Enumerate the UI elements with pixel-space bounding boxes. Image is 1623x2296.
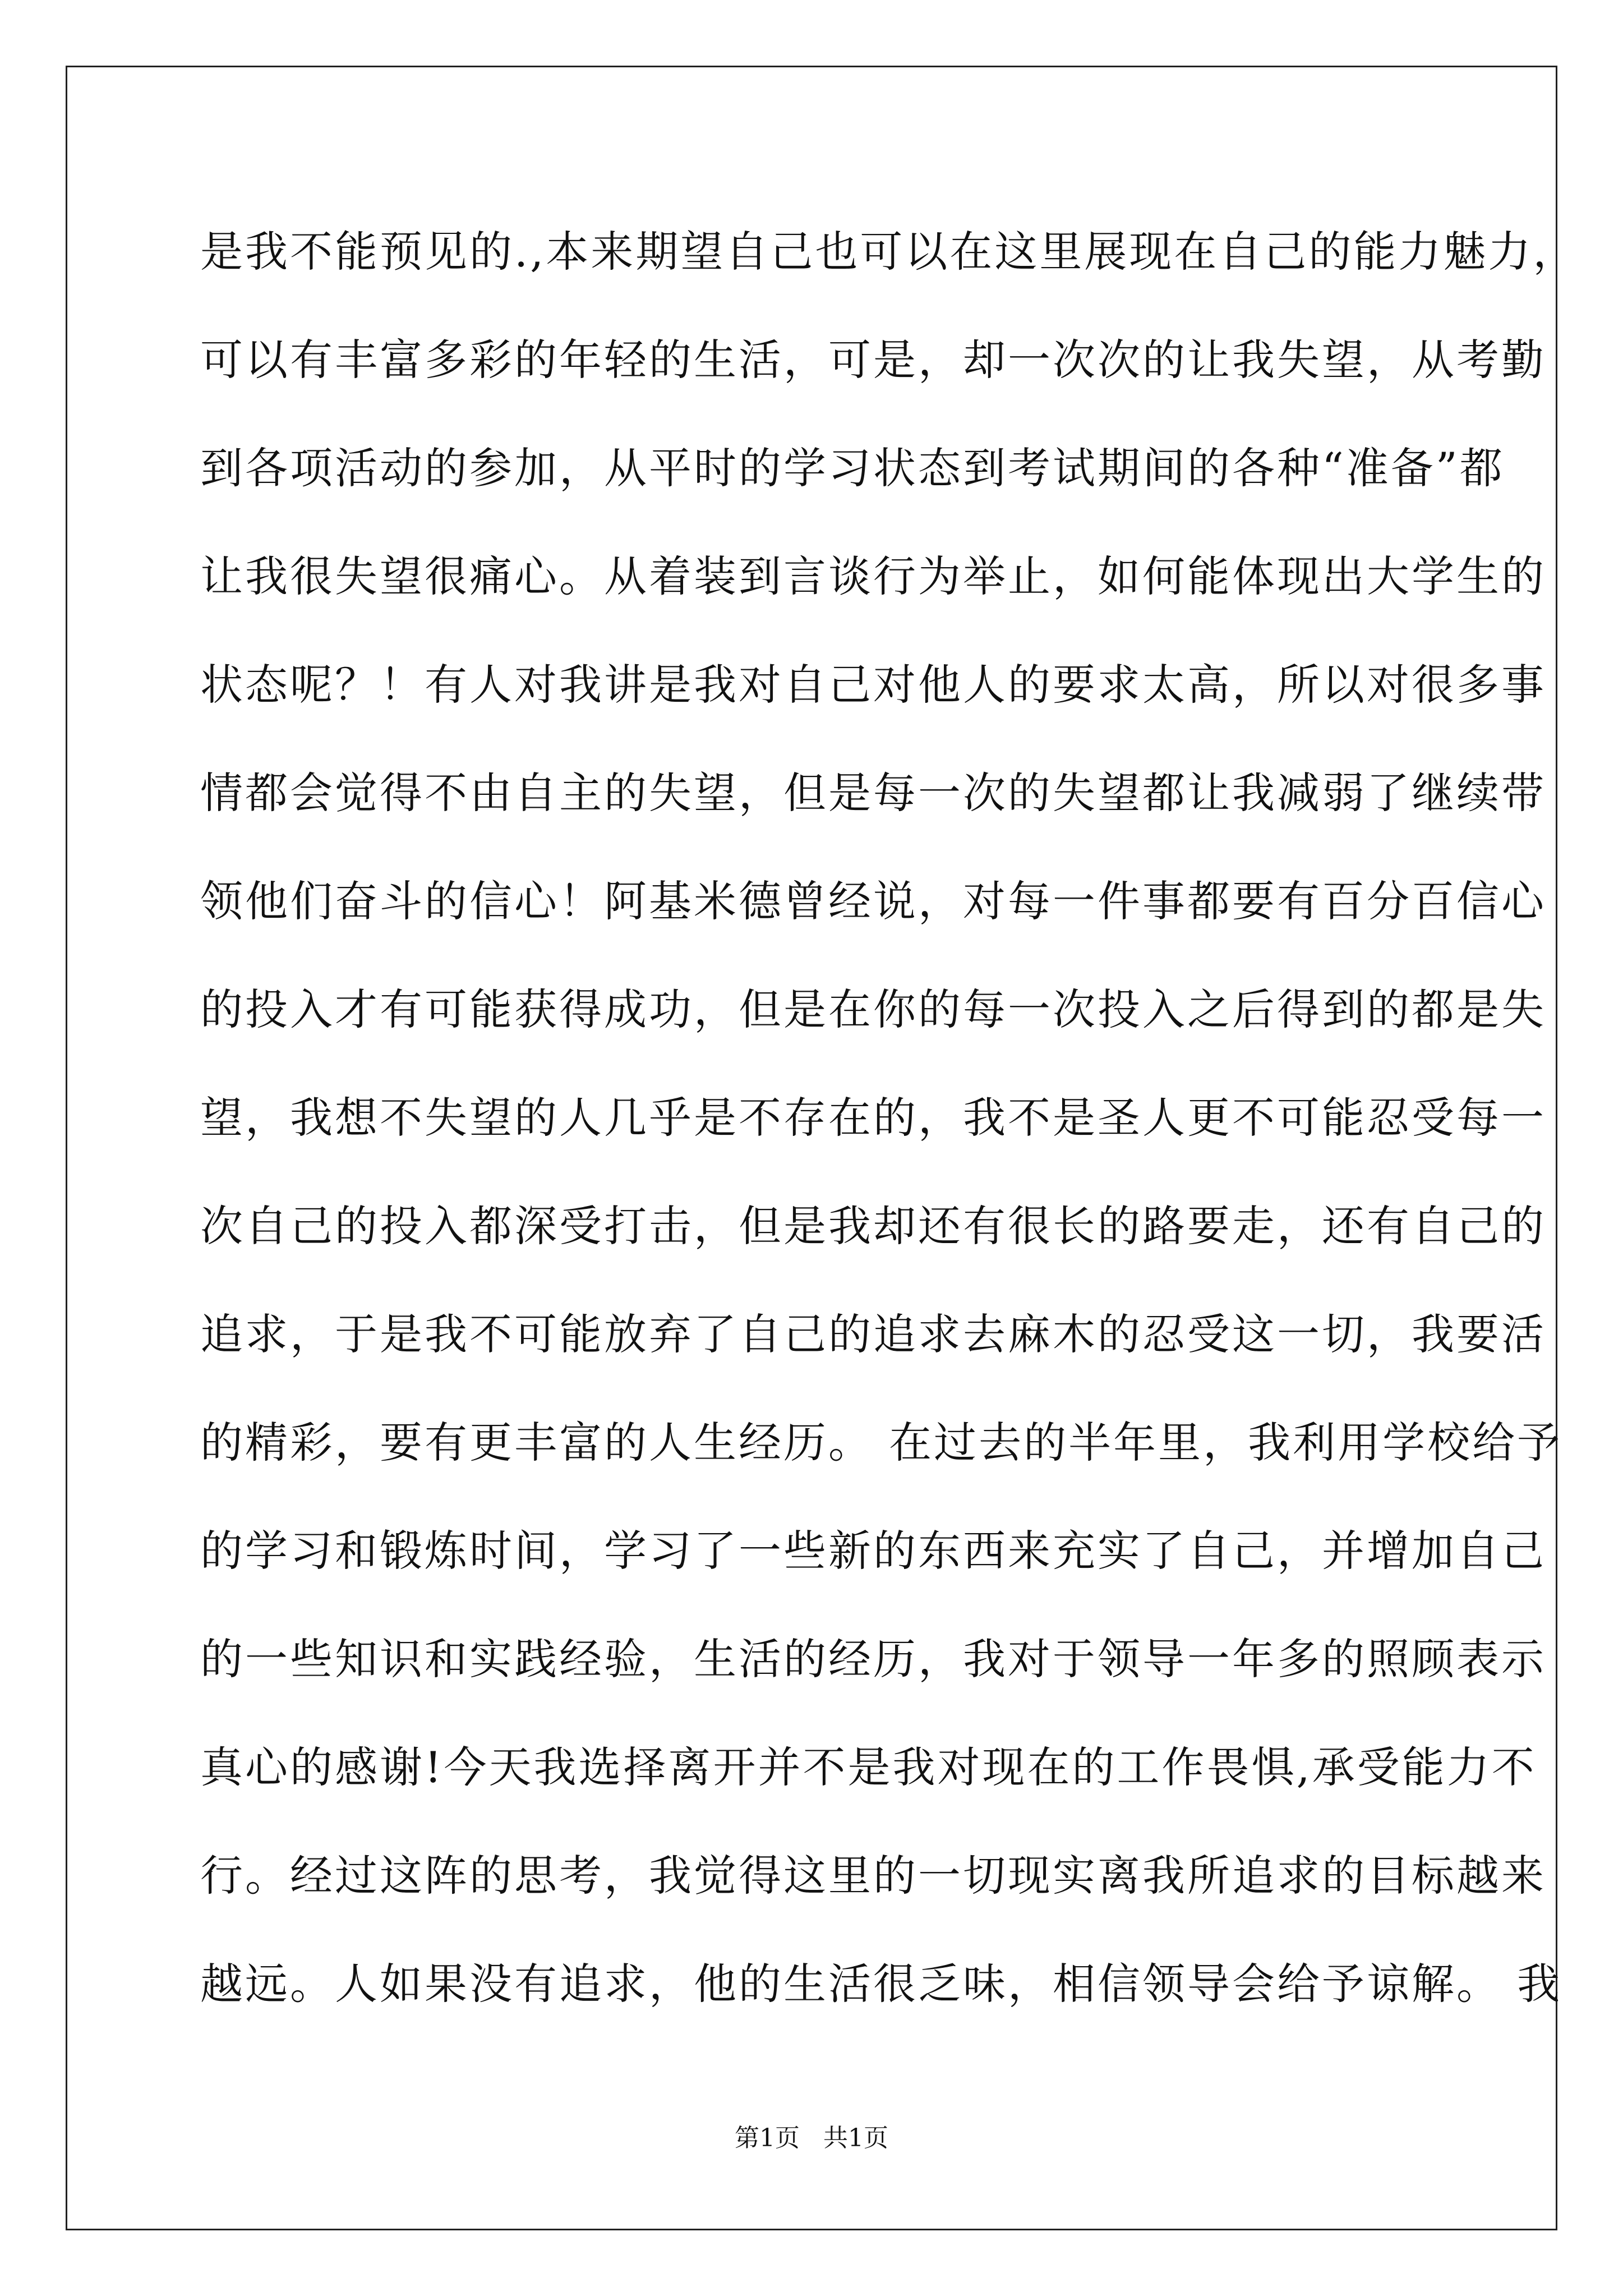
text-line: 可以有丰富多彩的年轻的生活，可是，却一次次的让我失望，从考勤 <box>200 335 1546 385</box>
text-line: 情都会觉得不由自主的失望，但是每一次的失望都让我减弱了继续带 <box>200 768 1546 818</box>
body-text <box>200 216 1578 2056</box>
text-line: 让我很失望很痛心。从着装到言谈行为举止，如何能体现出大学生的 <box>200 551 1546 601</box>
text-line: 领他们奋斗的信心！阿基米德曾经说，对每一件事都要有百分百信心 <box>200 876 1546 926</box>
text-line: 的精彩，要有更丰富的人生经历。 在过去的半年里，我利用学校给予 <box>200 1418 1562 1467</box>
text-line: 真心的感谢!今天我选择离开并不是我对现在的工作畏惧,承受能力不 <box>200 1742 1537 1792</box>
text-line: 到各项活动的参加，从平时的学习状态到考试期间的各种“准备”都 <box>200 443 1505 493</box>
text-line: 行。经过这阵的思考，我觉得这里的一切现实离我所追求的目标越来 <box>200 1851 1546 1901</box>
text-line: 次自己的投入都深受打击，但是我却还有很长的路要走，还有自己的 <box>200 1201 1546 1251</box>
text-line: 望，我想不失望的人几乎是不存在的，我不是圣人更不可能忍受每一 <box>200 1093 1546 1143</box>
text-line: 追求，于是我不可能放弃了自己的追求去麻木的忍受这一切，我要活 <box>200 1309 1546 1359</box>
text-line: 的一些知识和实践经验，生活的经历，我对于领导一年多的照顾表示 <box>200 1634 1546 1684</box>
text-line: 状态呢？！有人对我讲是我对自己对他人的要求太高，所以对很多事 <box>200 660 1546 710</box>
page-footer: 第1页 共1页 <box>735 2124 888 2152</box>
text-line: 的学习和锻炼时间，学习了一些新的东西来充实了自己，并增加自己 <box>200 1526 1546 1576</box>
text-line: 的投入才有可能获得成功，但是在你的每一次投入之后得到的都是失 <box>200 984 1546 1034</box>
text-line: 是我不能预见的.,本来期望自己也可以在这里展现在自己的能力魅力， <box>200 227 1578 277</box>
text-line: 越远。人如果没有追求，他的生活很乏味，相信领导会给予谅解。 我 <box>200 1959 1562 2009</box>
